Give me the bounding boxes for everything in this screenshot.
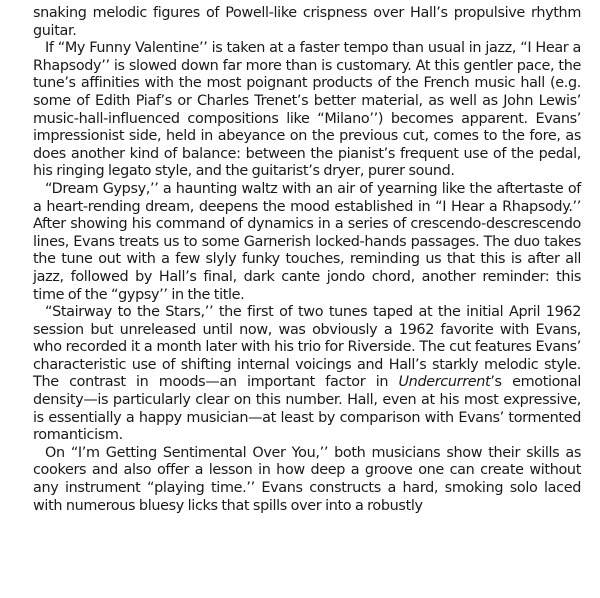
liner-notes-page [33, 5, 581, 515]
paragraph-3-text: “Dream Gypsy,’’ a haunting waltz with an air of yearning like the aftertaste of a heart-rending dream, deepens the mood established in “I Hear a Rhapsody.’’ After showing his command of dynamics in a series of crescendo-descrescendo lines, Evans treats us to some Garnerish locked-hands passages. The duo takes the tune out with a few slyly funky touches, reminding us that this is after all jazz, followed by Hall’s final, dark cante jondo chord, another reminder: this time of the “gypsy’’ in the title. [33, 180, 581, 303]
paragraph-1-text: snaking melodic figures of Powell-like crispness over Hall’s propulsive rhythm guitar. [33, 5, 581, 39]
paragraph-2-text: If “My Funny Valentine’’ is taken at a faster tempo than usual in jazz, “I Hear a Rhapsody’’ is slowed down far more than is customary. At this gentler pace, the tune’s affinities with the most poignant products of the French music hall (e.g. some of Edith Piaf’s or Charles Trenet’s better material, as well as John Lewis’ music-hall-influenced compositions like “Milano’’) becomes apparent. Evans’ impressionist side, held in abeyance on the previous cut, comes to the fore, as does another kind of balance: between the pianist’s frequent use of the pedal, his ringing legato style, and the guitarist’s dryer, purer sound. [33, 40, 581, 180]
paragraph-4-text-b: ’s emotional density—is particularly clear on this number. Hall, even at his most expressive, is essentially a happy musician—at least by comparison with Evans’ tormented romanticism. [33, 374, 581, 444]
paragraph-4-text-a: “Stairway to the Stars,’’ the first of two tunes taped at the initial April 1962 session but unreleased until now, was obviously a 1962 favorite with Evans, who recorded it a month later with his trio for Riverside. The cut features Evans’ characteristic use of shifting internal voicings and Hall’s starkly melodic style. The contrast in moods—an important factor in [33, 304, 581, 391]
paragraph-5 [33, 445, 581, 515]
paragraph-2 [33, 40, 581, 181]
paragraph-5-text: On “I’m Getting Sentimental Over You,’’ both musicians show their skills as cookers and also offer a lesson in how deep a groove one can create without any instrument “playing time.’’ Evans constructs a hard, smoking solo laced with numerous bluesy licks that spills over into a robustly [33, 444, 581, 514]
paragraph-1 [33, 5, 581, 40]
album-title-undercurrent: Undercurrent [398, 374, 491, 391]
paragraph-4 [33, 304, 581, 445]
paragraph-3 [33, 181, 581, 304]
